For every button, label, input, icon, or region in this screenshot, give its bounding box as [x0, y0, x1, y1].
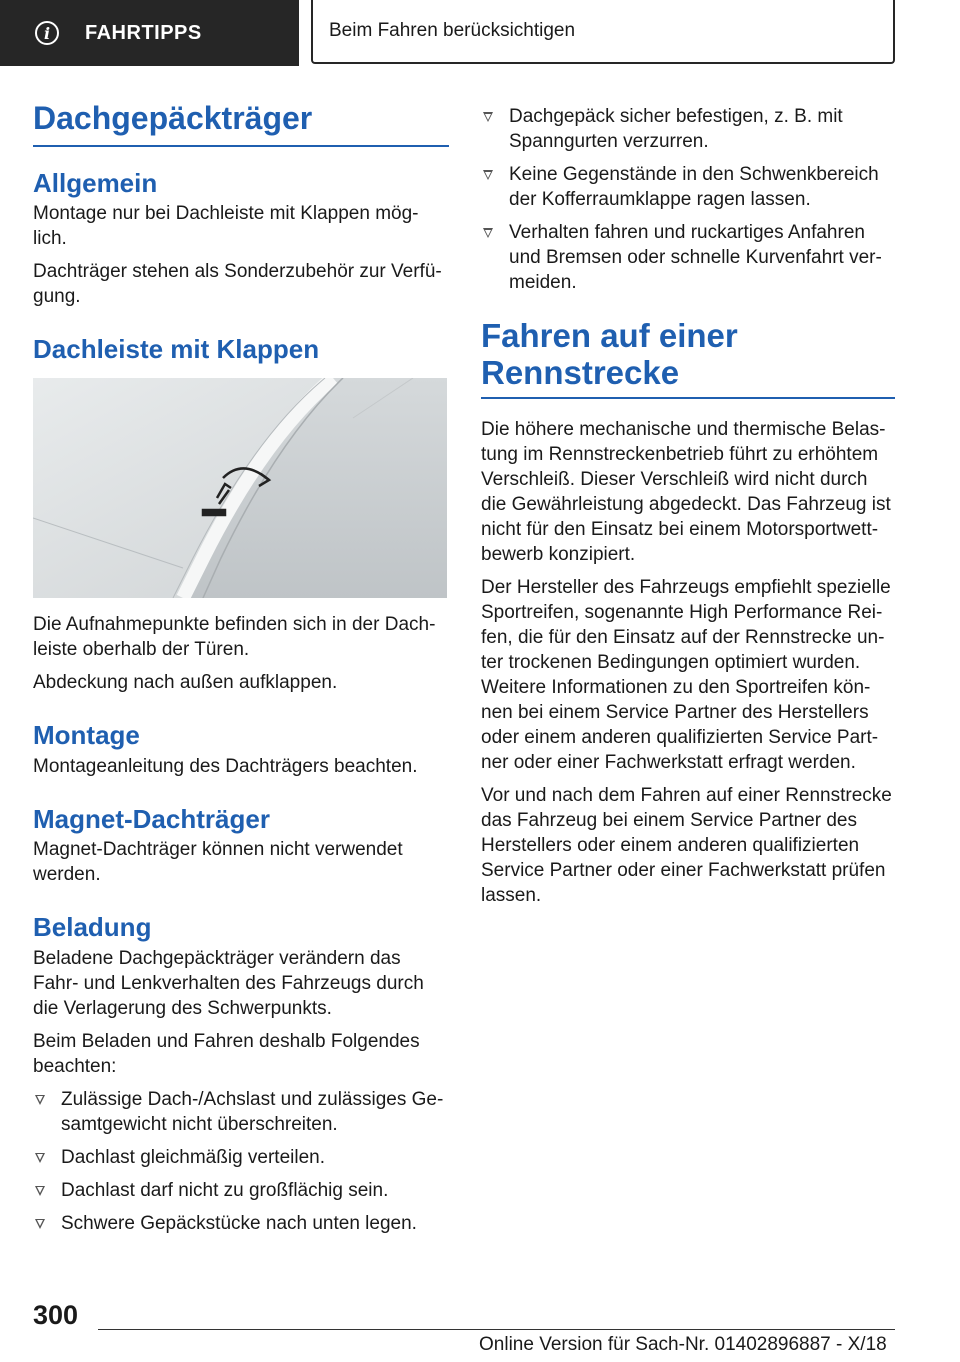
list-item: Zulässige Dach-/Achslast und zulässiges Ge-samtgewicht nicht überschreiten. — [33, 1087, 449, 1137]
paragraph: Beladene Dachgepäckträger verändern das Fahr- und Lenkverhalten des Fahrzeugs durch die Verlagerung des Schwerpunkts. — [33, 947, 424, 1019]
triangle-bullet-icon — [35, 1095, 45, 1105]
paragraph: Der Hersteller des Fahrzeugs empfiehlt spezielle Sportreifen, sogenannte High Performance Rei-fen, die für den Einsatz auf der Rennstrecke un-ter trockenen Bedingungen optimiert wurden. Weitere Informationen zu den Sportreifen kön-nen bei einem Service Partner des Herstellers oder einem anderen qualifizierten Service Part-ner oder einer Fachwerkstatt erfragt werden. — [481, 577, 891, 773]
paragraph: Beim Beladen und Fahren deshalb Folgendes beachten: — [33, 1030, 420, 1077]
footer-divider — [98, 1329, 895, 1330]
page-header — [0, 0, 960, 66]
page-title: Dachgepäckträger — [33, 100, 449, 147]
heading-allgemein: Allgemein — [33, 167, 158, 198]
roof-rail-image — [33, 378, 447, 598]
right-column — [481, 104, 895, 916]
chapter-title: Beim Fahren berücksichtigen — [311, 0, 895, 64]
section-title-rennstrecke: Fahren auf einer Rennstrecke — [481, 317, 895, 399]
paragraph: Montage nur bei Dachleiste mit Klappen mög-lich. — [33, 203, 419, 250]
list-item: Dachgepäck sicher befestigen, z. B. mit Spanngurten verzurren. — [481, 104, 895, 154]
page-number: 300 — [33, 1300, 79, 1330]
paragraph: Magnet-Dachträger können nicht verwendet werden. — [33, 839, 403, 886]
triangle-bullet-icon — [483, 228, 493, 238]
paragraph: Die Aufnahmepunkte befinden sich in der Dach-leiste oberhalb der Türen. — [33, 613, 436, 660]
triangle-bullet-icon — [35, 1153, 45, 1163]
footer-version-text: Online Version für Sach-Nr. 01402896887 - X/18 — [479, 1334, 887, 1355]
paragraph: Montageanleitung des Dachträgers beachten. — [33, 755, 418, 777]
heading-dachleiste: Dachleiste mit Klappen — [33, 334, 320, 365]
section-tab — [0, 0, 299, 66]
paragraph: Abdeckung nach außen aufklappen. — [33, 671, 338, 693]
bullet-list — [481, 104, 895, 295]
left-column — [33, 100, 449, 1244]
triangle-bullet-icon — [35, 1219, 45, 1229]
list-item: Verhalten fahren und ruckartiges Anfahren und Bremsen oder schnelle Kurvenfahrt ver-meiden. — [481, 220, 895, 295]
list-item: Schwere Gepäckstücke nach unten legen. — [33, 1211, 449, 1236]
list-item: Keine Gegenstände in den Schwenkbereich der Kofferraumklappe ragen lassen. — [481, 162, 895, 212]
roof-rail-illustration — [33, 378, 447, 598]
triangle-bullet-icon — [483, 112, 493, 122]
list-item: Dachlast darf nicht zu großflächig sein. — [33, 1178, 449, 1203]
triangle-bullet-icon — [35, 1186, 45, 1196]
bullet-list — [33, 1087, 449, 1236]
heading-beladung: Beladung — [33, 912, 152, 943]
section-label: FAHRTIPPS — [85, 21, 202, 44]
paragraph: Die höhere mechanische und thermische Belas-tung im Rennstreckenbetrieb führt zu erhöhtem Verschleiß. Dieser Verschleiß wird nicht durch die Gewährleistung abgedeckt. Das Fahrzeug ist nicht für den Einsatz bei einem Motorsportwett-bewerb konzipiert. — [481, 419, 891, 565]
paragraph: Vor und nach dem Fahren auf einer Rennstrecke das Fahrzeug bei einem Service Partner des Herstellers oder einem anderen qualifizierten Service Partner oder einer Fachwerkstatt prüfen lassen. — [481, 785, 892, 906]
heading-montage: Montage — [33, 719, 140, 750]
triangle-bullet-icon — [483, 170, 493, 180]
info-icon: i — [35, 21, 59, 45]
list-item: Dachlast gleichmäßig verteilen. — [33, 1145, 449, 1170]
paragraph: Dachträger stehen als Sonderzubehör zur Verfü-gung. — [33, 261, 442, 308]
heading-magnet: Magnet-Dachträger — [33, 803, 270, 834]
